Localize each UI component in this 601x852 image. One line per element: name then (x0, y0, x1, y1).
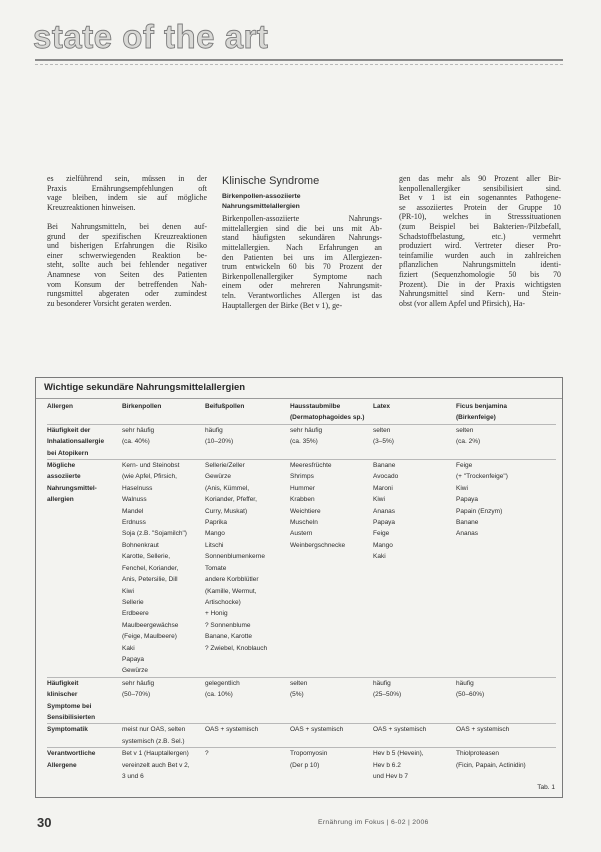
cell-line: Austern (290, 530, 313, 538)
table-cell (456, 677, 556, 724)
cell-line: Symptomatik (47, 726, 88, 734)
cell-line: klinischer (47, 691, 78, 699)
cell-line: (50–60%) (456, 691, 485, 699)
cell-line: Muscheln (290, 519, 318, 527)
text-line: steht, sollte auch bei fehlender negativer (47, 260, 207, 270)
cell-line: Kiwi (373, 496, 385, 504)
allergy-table (47, 401, 556, 782)
cell-line: Bohnenkraut (122, 541, 159, 549)
cell-line: (wie Apfel, Pfirsich, (122, 473, 177, 481)
cell-line: Weichtiere (290, 507, 321, 515)
column-header (205, 401, 290, 424)
table-note: Tab. 1 (537, 784, 555, 791)
cell-line: Beifußpollen (205, 403, 245, 410)
cell-line: Latex (373, 403, 390, 410)
cell-line: Ficus benjamina (456, 403, 507, 410)
cell-line: Sellerie (122, 598, 144, 606)
text-line: (zum Beispiel bei Bakterien-/Pilzbefall, (399, 221, 561, 231)
text-line: Nahrungsmittelallergien (222, 202, 300, 210)
cell-line: Thiolproteasen (456, 750, 499, 758)
cell-line: OAS + systemisch (456, 726, 510, 734)
text-line: se assoziiertes Protein der Gruppe 10 (399, 202, 561, 212)
cell-line: assoziierte (47, 473, 81, 481)
text-line: mittelallergien sind die bei uns mit Ab- (222, 223, 382, 233)
cell-line: Mango (373, 541, 393, 549)
text-line: rungsmittel abgeraten oder zumindest (47, 289, 207, 299)
cell-line: Kiwi (456, 484, 468, 492)
cell-line: Soja (z.B. "Sojamilch") (122, 530, 187, 538)
text-line: Birkenpollenallergiker Symptome nach (222, 271, 382, 281)
cell-line: sehr häufig (122, 426, 155, 434)
cell-line: Mögliche (47, 462, 76, 470)
table-cell (373, 459, 456, 677)
column-header (290, 401, 373, 424)
cell-line: Artischocke) (205, 598, 241, 606)
cell-line: Papaya (122, 655, 145, 663)
cell-line: Kaki (373, 553, 386, 561)
table-cell (373, 677, 456, 724)
cell-line: allergien (47, 496, 74, 504)
text-line: teln. Verantwortliches Allergen ist das (222, 290, 382, 300)
cell-line: Mandel (122, 507, 144, 515)
cell-line: Meeresfrüchte (290, 462, 332, 470)
cell-line: Tomate (205, 564, 227, 572)
cell-line: Haselnuss (122, 484, 153, 492)
text-line: mittelallergien. Nach Erfahrungen an (222, 242, 382, 252)
column-header (47, 401, 122, 424)
table-cell (205, 424, 290, 459)
row-label (47, 723, 122, 747)
cell-line: Sonnenblumenkerne (205, 553, 265, 561)
cell-line: (Kamille, Wermut, (205, 587, 257, 595)
table-cell (122, 459, 205, 677)
text-column-3 (399, 174, 561, 308)
text-line: Schadstoffbelastung, etc.) vermehrt (399, 231, 561, 241)
text-column-2 (222, 174, 382, 310)
cell-line: (Ficin, Papain, Actinidin) (456, 761, 526, 769)
cell-line: Hausstaubmilbe (290, 403, 341, 410)
cell-line: (50–70%) (122, 691, 151, 699)
cell-line: Gewürze (122, 667, 149, 675)
table-frame (35, 377, 563, 798)
cell-line: Anis, Petersilie, Dill (122, 576, 178, 584)
cell-line: Maroni (373, 484, 393, 492)
cell-line: andere Korbblütler (205, 576, 259, 584)
cell-line: (Feige, Maulbeere) (122, 633, 177, 641)
cell-line: Erdnuss (122, 519, 146, 527)
cell-line: (10–20%) (205, 438, 234, 446)
table-cell (122, 424, 205, 459)
cell-line: Verantwortliche (47, 750, 96, 758)
cell-line: Ananas (373, 507, 396, 515)
cell-line: Curry, Muskat) (205, 507, 248, 515)
table-cell (205, 459, 290, 677)
text-line: Kreuzreaktionen hinweisen. (47, 202, 136, 212)
cell-line: Fenchel, Koriander, (122, 564, 179, 572)
cell-line: ? (205, 750, 209, 758)
table-cell (456, 459, 556, 677)
text-line: vom Konsum der betreffenden Nah- (47, 279, 207, 289)
cell-line: Birkenpollen (122, 403, 162, 410)
cell-line: (Dermatophagoides sp.) (290, 414, 365, 422)
text-line: teinfamilie wurden auch in zahlreichen (399, 250, 561, 260)
section-heading: Klinische Syndrome (222, 175, 320, 187)
paragraph (222, 214, 382, 310)
text-line: Hauptallergen der Birke (Bet v 1), ge- (222, 300, 343, 310)
cell-line: OAS + systemisch (290, 726, 344, 734)
table-cell (373, 424, 456, 459)
table-cell (205, 723, 290, 747)
cell-line: Häufigkeit (47, 679, 79, 687)
paragraph (47, 222, 207, 308)
text-line: vage bleiben, indem sie auf mögliche (47, 193, 207, 203)
cell-line: (+ "Trockenfeige") (456, 473, 508, 481)
cell-line: gelegentlich (205, 679, 240, 687)
cell-line: ? Zwiebel, Knoblauch (205, 644, 268, 652)
text-line: den Patienten bei uns im Allergiezen- (222, 252, 382, 262)
cell-line: Hummer (290, 484, 315, 492)
cell-line: Mango (205, 530, 225, 538)
text-line: trum entwickeln 60 bis 70 Prozent der (222, 262, 382, 272)
table-cell (456, 747, 556, 782)
cell-line: häufig (205, 426, 223, 434)
text-line: zu besonderer Vorsicht geraten werden. (47, 298, 172, 308)
text-line: Bet v 1 ist ein sogenanntes Pathogene- (399, 193, 561, 203)
cell-line: Krabben (290, 496, 315, 504)
text-column-1 (47, 174, 207, 308)
cell-line: Allergene (47, 761, 77, 769)
row-label (47, 424, 122, 459)
cell-line: 3 und 6 (122, 773, 144, 780)
text-line: grund der spezifischen Kreuzreaktionen (47, 231, 207, 241)
cell-line: Avocado (373, 473, 399, 481)
cell-line: Tropomyosin (290, 750, 328, 758)
cell-line: Banane, Karotte (205, 633, 252, 641)
table-cell (122, 723, 205, 747)
column-header (456, 401, 556, 424)
cell-line: Symptome bei (47, 702, 92, 710)
text-line: Praxis Ernährungsempfehlungen oft (47, 183, 207, 193)
cell-line: ? Sonnenblume (205, 621, 251, 629)
text-line: Birkenpollen-assoziierte Nahrungs- (222, 214, 382, 224)
cell-line: (ca. 10%) (205, 691, 233, 699)
column-header (122, 401, 205, 424)
cell-line: (Der p 10) (290, 761, 320, 769)
text-line: (PR-10), welches in Stresssituationen (399, 212, 561, 222)
header-rule (35, 59, 563, 61)
table-title: Wichtige sekundäre Nahrungsmittelallergien (44, 382, 246, 393)
cell-line: Allergen (47, 403, 74, 410)
cell-line: Papain (Enzym) (456, 507, 503, 515)
column-header (373, 401, 456, 424)
cell-line: vereinzelt auch Bet v 2, (122, 761, 190, 769)
cell-line: Kiwi (122, 587, 134, 595)
table-cell (456, 723, 556, 747)
cell-line: Gewürze (205, 473, 232, 481)
cell-line: (3–5%) (373, 438, 394, 446)
table-cell (205, 677, 290, 724)
cell-line: Litschi (205, 541, 224, 549)
cell-line: (5%) (290, 691, 304, 699)
cell-line: (Birkenfeige) (456, 414, 496, 422)
table-cell (122, 747, 205, 782)
cell-line: (ca. 35%) (290, 438, 318, 446)
text-line: pflanzlichen Nahrungsmitteln identi- (399, 260, 561, 270)
cell-line: selten (290, 679, 308, 687)
cell-line: Häufigkeit der (47, 426, 91, 434)
table-cell (290, 747, 373, 782)
table-cell (290, 459, 373, 677)
text-line: und bisherigen Erfahrungen die Risiko (47, 241, 207, 251)
cell-line: selten (456, 426, 474, 434)
table-title-rule (36, 398, 562, 399)
cell-line: (25–50%) (373, 691, 402, 699)
table-cell (290, 677, 373, 724)
cell-line: und Hev b 7 (373, 773, 409, 780)
text-line: Nahrungsmittel sind Kern- und Stein- (399, 289, 561, 299)
cell-line: Erdbeere (122, 610, 149, 618)
cell-line: Papaya (373, 519, 396, 527)
cell-line: meist nur OAS, selten (122, 726, 186, 734)
table-cell (122, 677, 205, 724)
cell-line: Weinbergschnecke (290, 541, 346, 549)
cell-line: sehr häufig (122, 679, 155, 687)
page-number: 30 (37, 815, 52, 830)
cell-line: Koriander, Pfeffer, (205, 496, 257, 504)
text-line: gen das mehr als 90 Prozent aller Bir- (399, 174, 561, 183)
text-line: einem oder mehreren Nahrungsmit- (222, 281, 382, 291)
cell-line: Shrimps (290, 473, 314, 481)
table-cell (205, 747, 290, 782)
table-cell (373, 747, 456, 782)
row-label (47, 747, 122, 782)
cell-line: Hev b 5 (Hevein), (373, 750, 424, 758)
text-line: obst (vor allem Apfel und Pfirsich), Ha- (399, 298, 526, 308)
paragraph (399, 174, 561, 308)
table-cell (373, 723, 456, 747)
cell-line: Kaki (122, 644, 135, 652)
cell-line: sehr häufig (290, 426, 323, 434)
cell-line: häufig (373, 679, 391, 687)
row-label (47, 677, 122, 724)
cell-line: bei Atopikern (47, 449, 89, 457)
cell-line: Bet v 1 (Hauptallergen) (122, 750, 189, 758)
cell-line: + Honig (205, 610, 228, 618)
table-cell (290, 424, 373, 459)
footer-publication: Ernährung im Fokus | 6-02 | 2006 (318, 819, 429, 826)
cell-line: (Anis, Kümmel, (205, 484, 250, 492)
cell-line: Paprika (205, 519, 228, 527)
cell-line: Walnuss (122, 496, 147, 504)
cell-line: OAS + systemisch (205, 726, 259, 734)
cell-line: Feige (373, 530, 390, 538)
cell-line: Nahrungsmittel- (47, 484, 97, 492)
cell-line: selten (373, 426, 391, 434)
text-line: stand häufigsten sekundären Nahrungs- (222, 233, 382, 243)
cell-line: OAS + systemisch (373, 726, 427, 734)
cell-line: Inhalationsallergie (47, 438, 105, 446)
cell-line: systemisch (z.B. Sel.) (122, 737, 185, 745)
cell-line: Kern- und Steinobst (122, 462, 180, 470)
cell-line: (ca. 40%) (122, 438, 150, 446)
text-line: produziert wird. Vertreter dieser Pro- (399, 241, 561, 251)
section-title: state of the art (33, 18, 269, 55)
cell-line: Sensibilisierten (47, 713, 96, 721)
text-line: Anamnese von Seiten des Patienten (47, 269, 207, 279)
subsection-heading (222, 192, 382, 211)
text-line: fiziert (Sequenzhomologie 50 bis 70 (399, 269, 561, 279)
cell-line: Ananas (456, 530, 479, 538)
cell-line: Hev b 6.2 (373, 761, 401, 769)
text-line: Birkenpollen-assoziierte (222, 193, 301, 200)
text-line: kenpollenallergiker sensibilisiert sind. (399, 183, 561, 193)
header-rule-dashed (35, 64, 563, 65)
cell-line: Maulbeergewächse (122, 621, 179, 629)
cell-line: (ca. 2%) (456, 438, 481, 446)
cell-line: Sellerie/Zeller (205, 462, 245, 470)
table-cell (290, 723, 373, 747)
cell-line: häufig (456, 679, 474, 687)
text-line: einer schwerwiegenden Reaktion be- (47, 250, 207, 260)
cell-line: Banane (456, 519, 479, 527)
text-line: Prozent). Die in der Praxis wichtigsten (399, 279, 561, 289)
cell-line: Banane (373, 462, 396, 470)
row-label (47, 459, 122, 677)
cell-line: Feige (456, 462, 473, 470)
cell-line: Papaya (456, 496, 479, 504)
paragraph (47, 174, 207, 212)
text-line: Bei Nahrungsmitteln, bei denen auf- (47, 221, 207, 231)
table-cell (456, 424, 556, 459)
cell-line: Karotte, Sellerie, (122, 553, 171, 561)
text-line: es zielführend sein, müssen in der (47, 174, 207, 183)
